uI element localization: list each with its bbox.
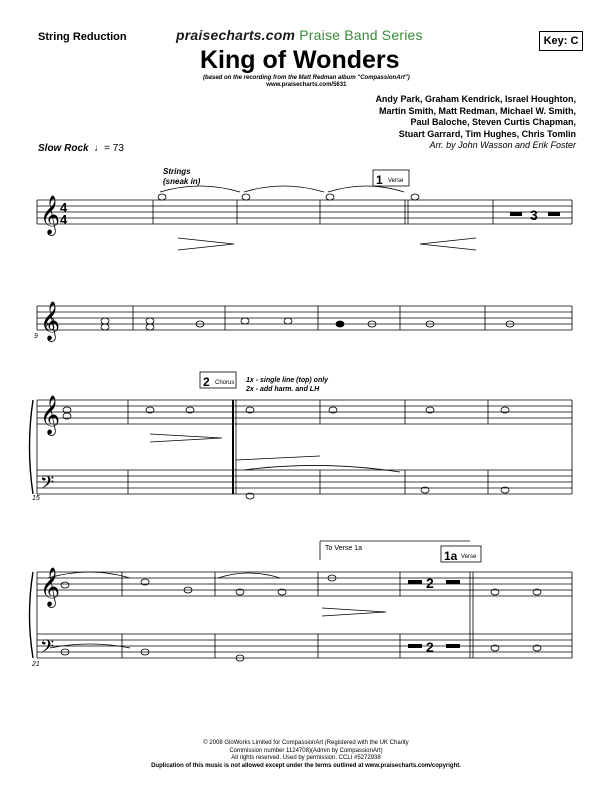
part-label: String Reduction — [38, 31, 127, 43]
quarter-note-icon: ♩ — [91, 143, 105, 154]
section-label: Verse — [388, 178, 404, 184]
tempo-bpm: = 73 — [104, 143, 124, 154]
section-label: Chorus — [215, 380, 235, 386]
treble-clef-icon: 𝄞 — [40, 396, 61, 434]
staff-system-4 — [30, 541, 573, 658]
sneak-in-label: (sneak in) — [163, 177, 201, 186]
measure-number: 15 — [32, 495, 40, 502]
to-verse-label: To Verse 1a — [325, 545, 362, 552]
staff-system-1 — [37, 200, 572, 224]
meter-top: 4 — [60, 200, 68, 215]
footer-line: Commission number 1124708)(Admin by CompassionArt) — [229, 747, 383, 754]
staff-system-3 — [30, 400, 573, 494]
performance-note: 2x - add harm. and LH — [246, 386, 320, 393]
tempo-style: Slow Rock — [38, 143, 89, 154]
section-label: Verse — [461, 554, 477, 560]
key-box: Key: C — [539, 31, 583, 51]
bass-clef-icon: 𝄢 — [40, 636, 55, 661]
author-line: Martin Smith, Matt Redman, Michael W. Smith, — [378, 105, 576, 116]
treble-clef-icon: 𝄞 — [40, 568, 61, 606]
treble-clef-icon: 𝄞 — [40, 196, 61, 234]
brand-site: praisecharts.com — [176, 27, 296, 43]
subtitle-text: (based on the recording from the Matt Redman album "CompassionArt") — [203, 75, 410, 81]
multirest-count: 2 — [426, 639, 434, 655]
author-line: Stuart Garrard, Tim Hughes, Chris Tomlin — [398, 128, 576, 139]
footer-line: All rights reserved. Used by permission. CCLI #5272938 — [231, 755, 381, 761]
footer-line: Duplication of this music is not allowed except under the terms outlined at www.praisecharts.com/copyright. — [151, 762, 461, 769]
meter-bottom: 4 — [60, 212, 68, 227]
author-line: Andy Park, Graham Kendrick, Israel Houghton, — [375, 94, 576, 104]
page-title: King of Wonders — [200, 46, 400, 74]
author-line: Paul Baloche, Steven Curtis Chapman, — [410, 117, 576, 127]
strings-label: Strings — [163, 167, 191, 176]
section-number: 1a — [444, 549, 458, 563]
footer-line: © 2008 GloWorks Limited for CompassionArt (Registered with the UK Charity — [203, 740, 409, 746]
staff-system-2 — [37, 306, 572, 330]
measure-number: 21 — [32, 661, 40, 668]
subtitle-url: www.praisecharts.com/5631 — [266, 82, 347, 88]
arranger: Arr. by John Wasson and Erik Foster — [429, 140, 576, 150]
notes — [46, 194, 541, 661]
copyright-footer — [0, 740, 612, 770]
brand-series: Praise Band Series — [299, 27, 423, 43]
section-number: 1 — [376, 173, 383, 187]
bass-clef-icon: 𝄢 — [40, 472, 55, 497]
multirest-count: 2 — [426, 575, 434, 591]
multirest-count: 3 — [530, 207, 538, 223]
performance-note: 1x - single line (top) only — [246, 377, 329, 384]
measure-number: 9 — [34, 333, 38, 340]
treble-clef-icon: 𝄞 — [40, 302, 61, 340]
section-number: 2 — [203, 375, 210, 389]
